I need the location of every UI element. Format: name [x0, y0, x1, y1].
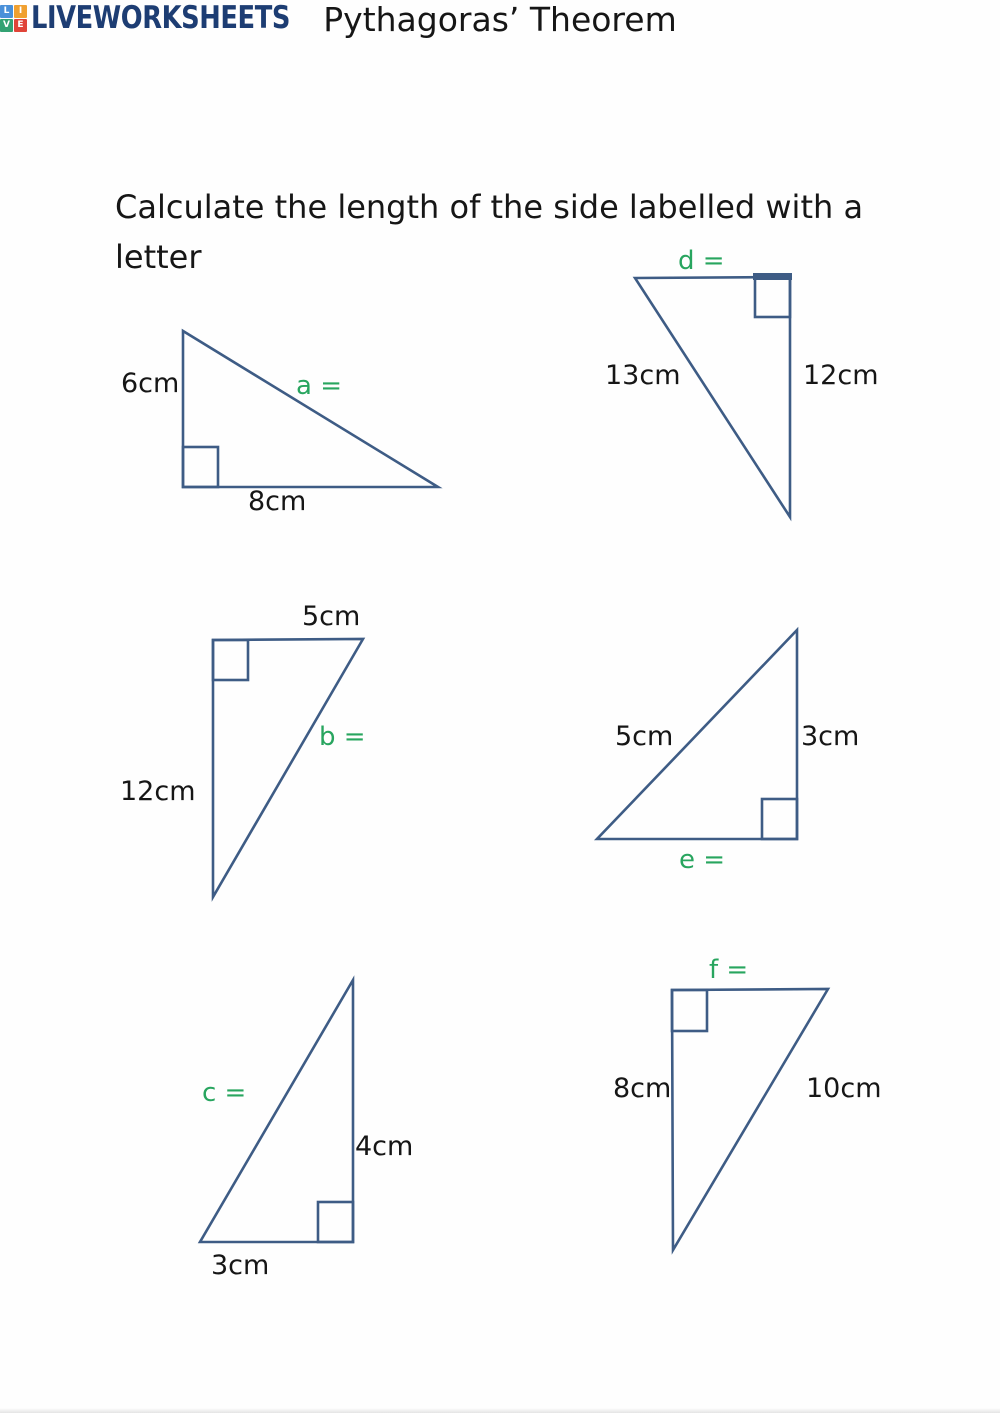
triangle-e-right-angle-mark — [762, 799, 797, 839]
triangle-a-unknown-label: a = — [296, 371, 342, 401]
triangle-d-outline — [635, 277, 790, 517]
brand-name: LIVEWORKSHEETS — [31, 0, 290, 36]
triangle-d-right-side-label: 12cm — [803, 360, 879, 391]
logo-letter-i: I — [14, 5, 27, 18]
triangle-f-outline — [672, 989, 828, 1250]
triangle-b-top-side-label: 5cm — [302, 601, 361, 632]
page-title: Pythagoras’ Theorem — [323, 0, 677, 39]
triangle-d-top-edge-bar — [753, 273, 792, 280]
triangle-d-unknown-label: d = — [678, 246, 725, 276]
liveworksheets-grid-icon — [0, 5, 27, 32]
triangle-a-bottom-side-label: 8cm — [248, 486, 307, 517]
triangle-d-hypotenuse-label: 13cm — [605, 360, 681, 391]
triangle-b-outline — [213, 639, 363, 897]
logo-letter-v: V — [0, 19, 13, 32]
triangle-e-right-side-label: 3cm — [801, 721, 860, 752]
triangle-a-right-angle-mark — [183, 447, 218, 487]
triangle-b-right-angle-mark — [213, 640, 248, 680]
logo-letter-l: L — [0, 5, 13, 18]
triangle-c-right-angle-mark — [318, 1202, 353, 1242]
instruction-line-1: Calculate the length of the side labelled with a — [115, 188, 864, 226]
liveworksheets-logo[interactable] — [0, 0, 343, 36]
triangle-d-right-angle-mark — [755, 277, 790, 317]
triangle-f-right-angle-mark — [672, 990, 707, 1031]
triangle-a-left-side-label: 6cm — [121, 368, 180, 399]
triangle-e-hypotenuse-label: 5cm — [615, 721, 674, 752]
triangle-f-left-side-label: 8cm — [613, 1073, 672, 1104]
triangle-e-unknown-label: e = — [679, 845, 726, 875]
triangle-c-bottom-side-label: 3cm — [211, 1250, 270, 1281]
logo-letter-e: E — [14, 19, 27, 32]
triangle-f-unknown-label: f = — [709, 955, 749, 985]
triangle-a-outline — [183, 331, 438, 487]
triangle-f-hypotenuse-label: 10cm — [806, 1073, 882, 1104]
triangle-b-left-side-label: 12cm — [120, 776, 196, 807]
instruction-line-2: letter — [115, 238, 202, 276]
triangle-c-right-side-label: 4cm — [355, 1131, 414, 1162]
triangle-c-unknown-label: c = — [202, 1078, 247, 1108]
triangle-b-unknown-label: b = — [319, 722, 366, 752]
page-bottom-shadow — [0, 1408, 1000, 1413]
